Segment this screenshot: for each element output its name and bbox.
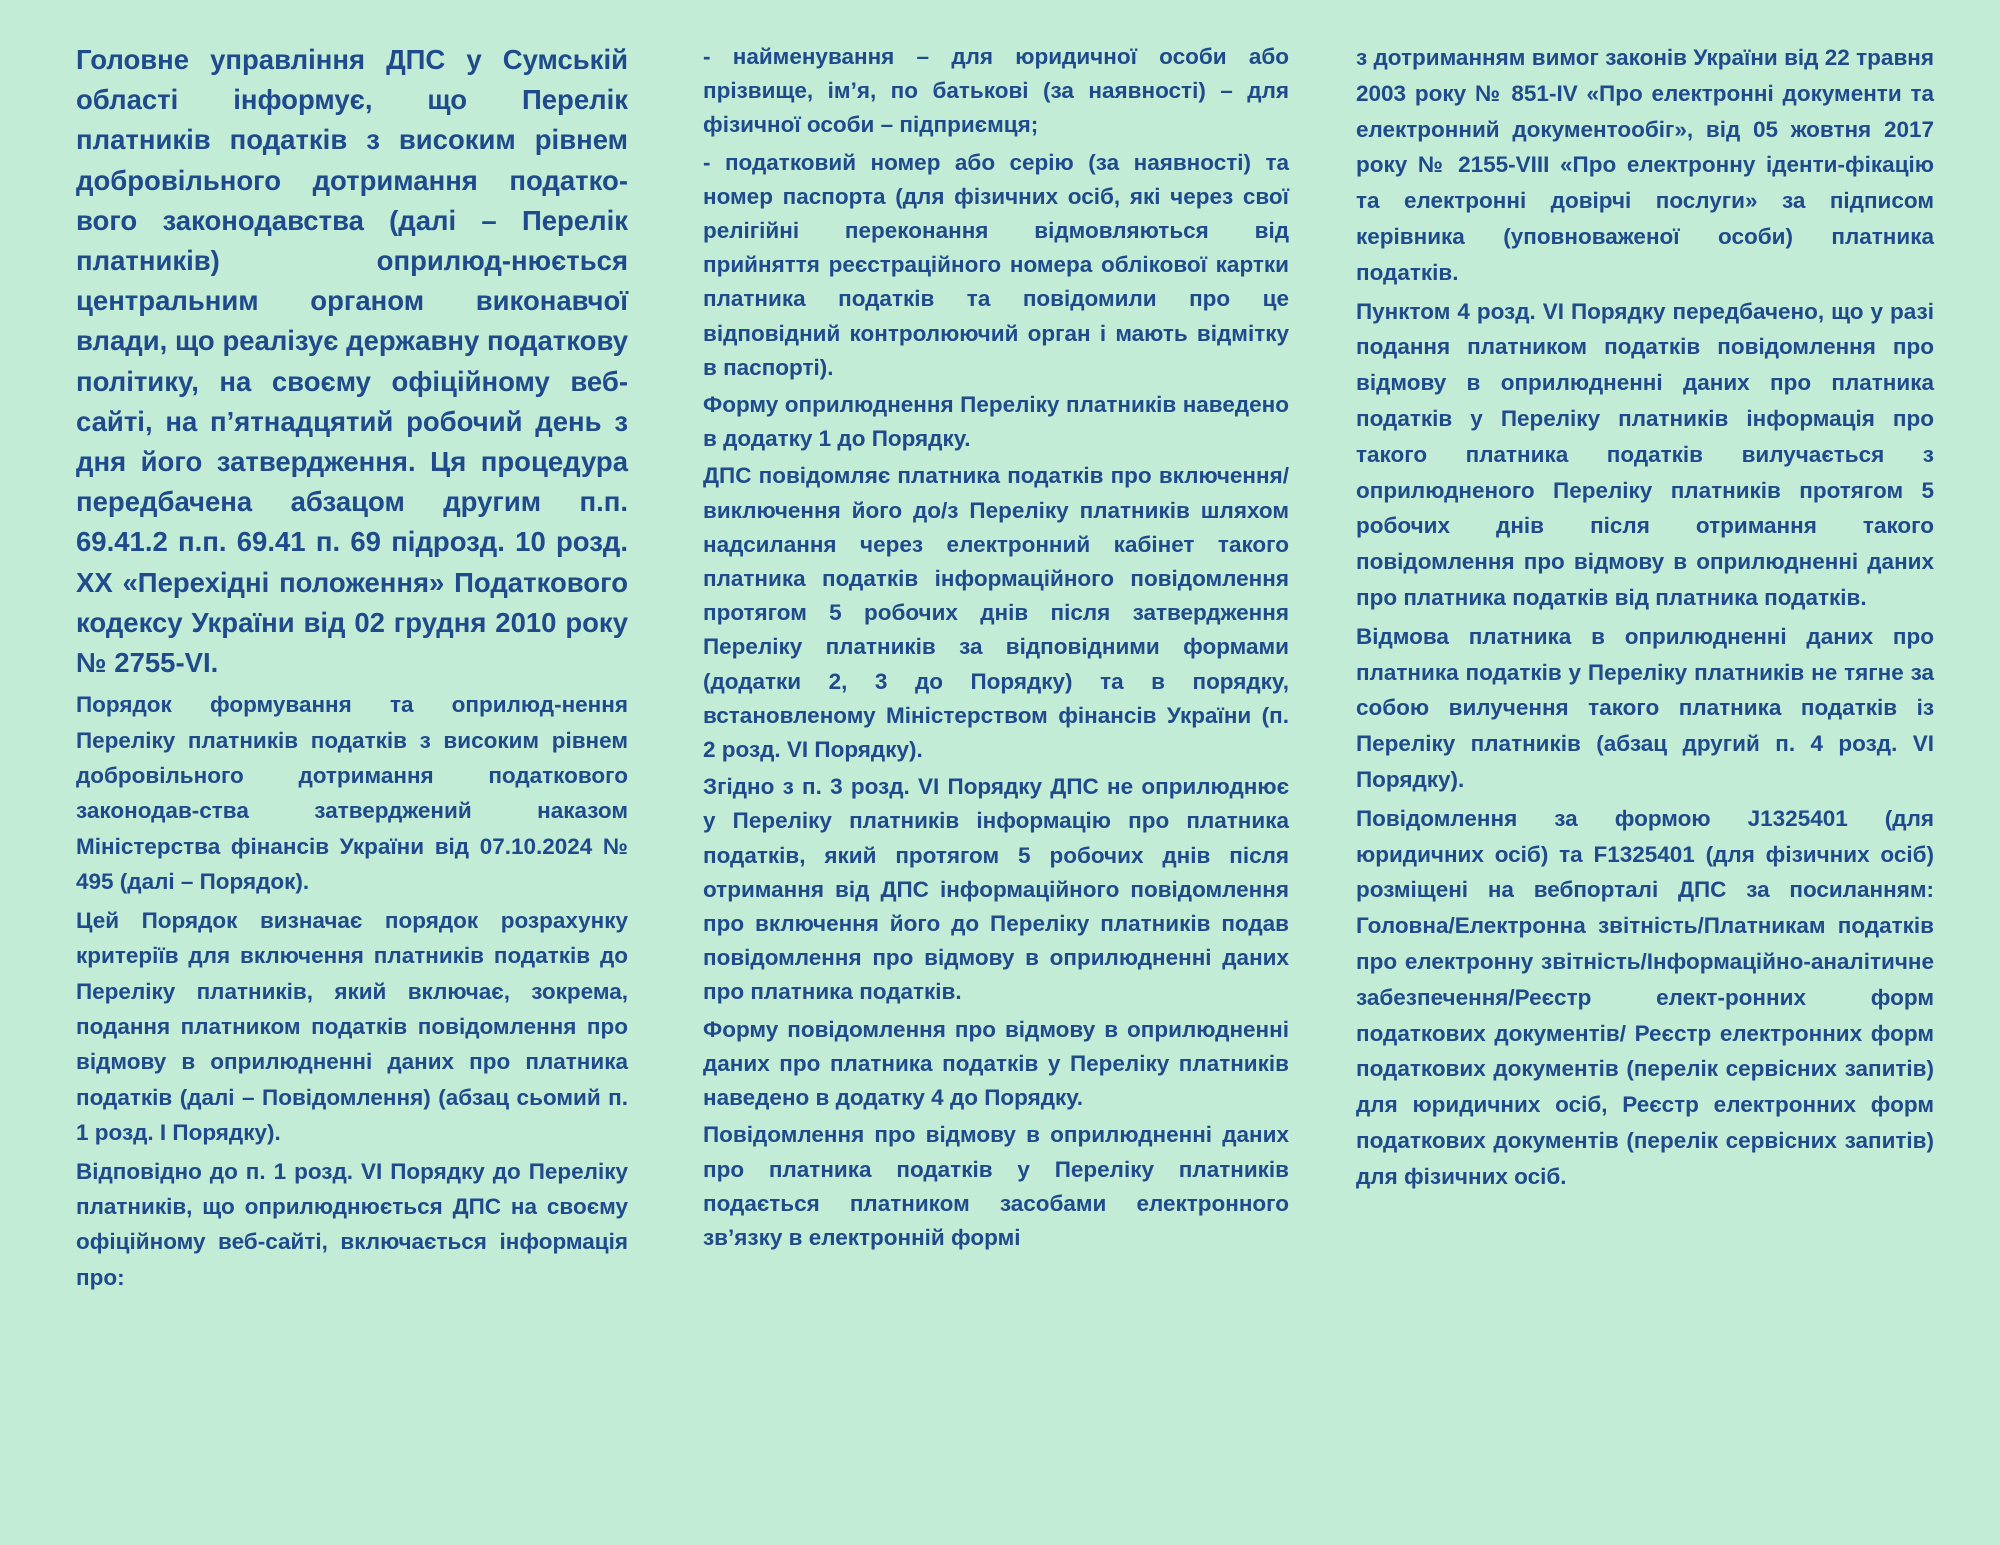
paragraph-name-item: - найменування – для юридичної особи або прізвище, ім’я, по батькові (за наявності) – для фізичної особи – підприємця; [703,44,1289,138]
paragraph-laws: з дотриманням вимог законів України від 22 травня 2003 року № 851-IV «Про електронні документи та електронний документообіг», від 05 жовтня 2017 року № 2155-VIII «Про електронну іденти-фікацію та електронні довірчі послуги» за підписом керівника (уповноваженої особи) платника податків. [1356,45,1934,285]
lead-paragraph: Головне управління ДПС у Сумській області інформує, що Перелік платників податків з високим рівнем добровільного дотримання податко-вого законодавства (далі – Перелік платників) оприлюд-нюється центральним органом виконавчої влади, що реалізує державну податкову політику, на своєму офіційному веб-сайті, на п’ятнадцятий робочий день з дня його затвердження. Ця процедура передбачена абзацом другим п.п. 69.41.2 п.п. 69.41 п. 69 підрозд. 10 розд. XX «Перехідні положення» Податкового кодексу України від 02 грудня 2010 року № 2755-VI. [76,44,628,679]
paragraph-submission: Повідомлення про відмову в оприлюдненні даних про платника податків у Переліку платників подається платником засобами електронного зв’язку в електронній формі [703,1122,1289,1250]
paragraph-criteria: Цей Порядок визначає порядок розрахунку критеріїв для включення платників податків до Переліку платників, який включає, зокрема, подання платником податків повідомлення про відмову в оприлюдненні даних про платника податків (далі – Повідомлення) (абзац сьомий п. 1 розд. I Порядку). [76,907,628,1146]
paragraph-form-appendix-1: Форму оприлюднення Переліку платників наведено в додатку 1 до Порядку. [703,392,1289,452]
paragraph-list-info: Відповідно до п. 1 розд. VI Порядку до Переліку платників, що оприлюднюється ДПС на своєму офіційному веб-сайті, включається інформація про: [76,1158,628,1290]
paragraph-notification: ДПС повідомляє платника податків про включення/виключення його до/з Переліку платників шляхом надсилання через електронний кабінет такого платника податків інформаційного повідомлення протягом 5 робочих днів після затвердження Переліку платників за відповідними формами (додатки 2, 3 до Порядку) та в порядку, встановленому Міністерством фінансів України (п. 2 розд. VI Порядку). [703,463,1289,763]
paragraph-refusal-effect: Відмова платника в оприлюдненні даних про платника податків у Переліку платників не тягне за собою вилучення такого платника податків із Переліку платників (абзац другий п. 4 розд. VI Порядку). [1356,623,1934,792]
paragraph-forms-location: Повідомлення за формою J1325401 (для юридичних осіб) та F1325401 (для фізичних осіб) розміщені на вебпорталі ДПС за посиланням: Головна/Електронна звітність/Платникам податків про електронну звітність/Інформаційно-аналітичне забезпечення/Реєстр елект-ронних форм податкових документів/ Реєстр електронних форм податкових документів (перелік сервісних запитів) для юридичних осіб, Реєстр електронних форм податкових документів (перелік сервісних запитів) для фізичних осіб. [1356,805,1934,1189]
paragraph-tax-number-item: - податковий номер або серію (за наявності) та номер паспорта (для фізичних осіб, які через свої релігійні переконання відмовляються від прийняття реєстраційного номера облікової картки платника податків та повідомили про це відповідний контролюючий орган і мають відмітку в паспорті). [703,149,1289,380]
paragraph-removal: Пунктом 4 розд. VI Порядку передбачено, що у разі подання платником податків повідомлення про відмову в оприлюдненні даних про платника податків у Переліку платників інформація про такого платника податків вилучається з оприлюдненого Переліку платників протягом 5 робочих днів після отримання такого повідомлення про відмову в оприлюдненні даних про платника податків від платника податків. [1356,298,1934,610]
text-column-right [1356,40,1934,1198]
paragraph-procedure: Порядок формування та оприлюд-нення Переліку платників податків з високим рівнем добровільного дотримання податкового законодав-ства затверджений наказом Міністерства фінансів України від 07.10.2024 № 495 (далі – Порядок). [76,692,628,895]
paragraph-non-publication: Згідно з п. 3 розд. VI Порядку ДПС не оприлюднює у Переліку платників інформацію про платника податків, який протягом 5 робочих днів після отримання від ДПС інформаційного повідомлення про включення його до Переліку платників подав повідомлення про відмову в оприлюдненні даних про платника податків. [703,774,1289,1005]
paragraph-form-appendix-4: Форму повідомлення про відмову в оприлюдненні даних про платника податків у Переліку платників наведено в додатку 4 до Порядку. [703,1016,1289,1111]
text-column-middle [703,40,1289,1258]
text-column-left [76,40,628,1298]
